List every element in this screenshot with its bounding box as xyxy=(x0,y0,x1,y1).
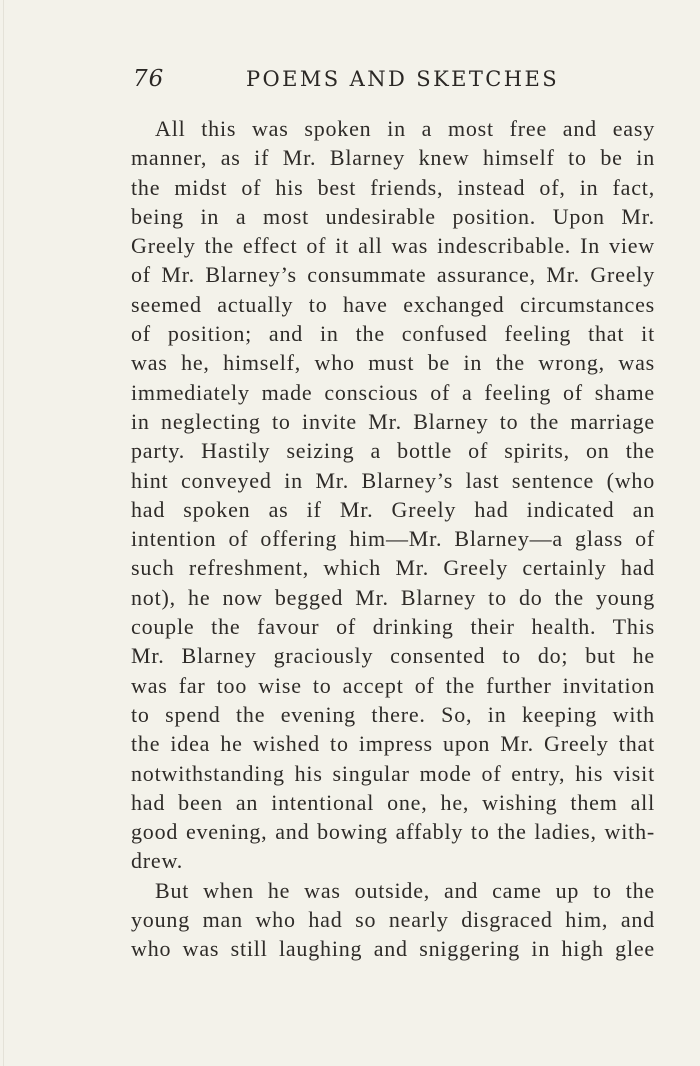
text-line: seemed actually to have exchanged circumstances xyxy=(131,291,655,317)
text-line: in neglecting to invite Mr. Blarney to the marriage xyxy=(131,408,655,434)
text-line: good evening, and bowing affably to the ladies, with- xyxy=(131,819,655,845)
page-edge-line xyxy=(3,0,4,1066)
text-line: had spoken as if Mr. Greely had indicated an xyxy=(131,496,655,522)
text-line: Mr. Blarney graciously consented to do; but he xyxy=(131,643,655,669)
text-line: drew. xyxy=(131,848,184,874)
text-line: being in a most undesirable position. Upon Mr. xyxy=(131,203,655,229)
text-line: to spend the evening there. So, in keeping with xyxy=(131,701,655,727)
text-line: of position; and in the confused feeling that it xyxy=(131,321,655,347)
text-line: was he, himself, who must be in the wrong, was xyxy=(131,350,655,376)
text-line: party. Hastily seizing a bottle of spirits, on the xyxy=(131,438,655,464)
text-line: Greely the effect of it all was indescribable. In view xyxy=(131,233,655,259)
text-line: was far too wise to accept of the further invitation xyxy=(131,672,655,698)
text-line: immediately made conscious of a feeling of shame xyxy=(131,379,655,405)
text-line: such refreshment, which Mr. Greely certainly had xyxy=(131,555,655,581)
paragraph xyxy=(131,114,655,876)
text-line: the idea he wished to impress upon Mr. Greely that xyxy=(131,731,655,757)
text-line: But when he was outside, and came up to the xyxy=(155,877,655,903)
text-line: All this was spoken in a most free and easy xyxy=(155,116,655,141)
text-line: hint conveyed in Mr. Blarney’s last sentence (who xyxy=(131,467,655,493)
paragraph xyxy=(131,876,655,964)
text-line: couple the favour of drinking their health. This xyxy=(131,614,655,640)
page-header xyxy=(133,64,655,100)
text-line: had been an intentional one, he, wishing them all xyxy=(131,789,655,815)
text-line: manner, as if Mr. Blarney knew himself to be in xyxy=(131,145,655,171)
text-line: notwithstanding his singular mode of entry, his visit xyxy=(131,760,655,786)
text-line: intention of offering him—Mr. Blarney—a glass of xyxy=(131,526,655,552)
text-line: the midst of his best friends, instead of, in fact, xyxy=(131,174,655,200)
text-line: young man who had so nearly disgraced him, and xyxy=(131,907,655,933)
text-line: of Mr. Blarney’s consummate assurance, Mr. Greely xyxy=(131,262,655,288)
body-text xyxy=(131,114,655,964)
page-number: 76 xyxy=(133,66,165,92)
text-line: who was still laughing and sniggering in high glee xyxy=(131,936,655,962)
text-line: not), he now begged Mr. Blarney to do the young xyxy=(131,584,655,610)
running-title: POEMS AND SKETCHES xyxy=(246,67,560,91)
